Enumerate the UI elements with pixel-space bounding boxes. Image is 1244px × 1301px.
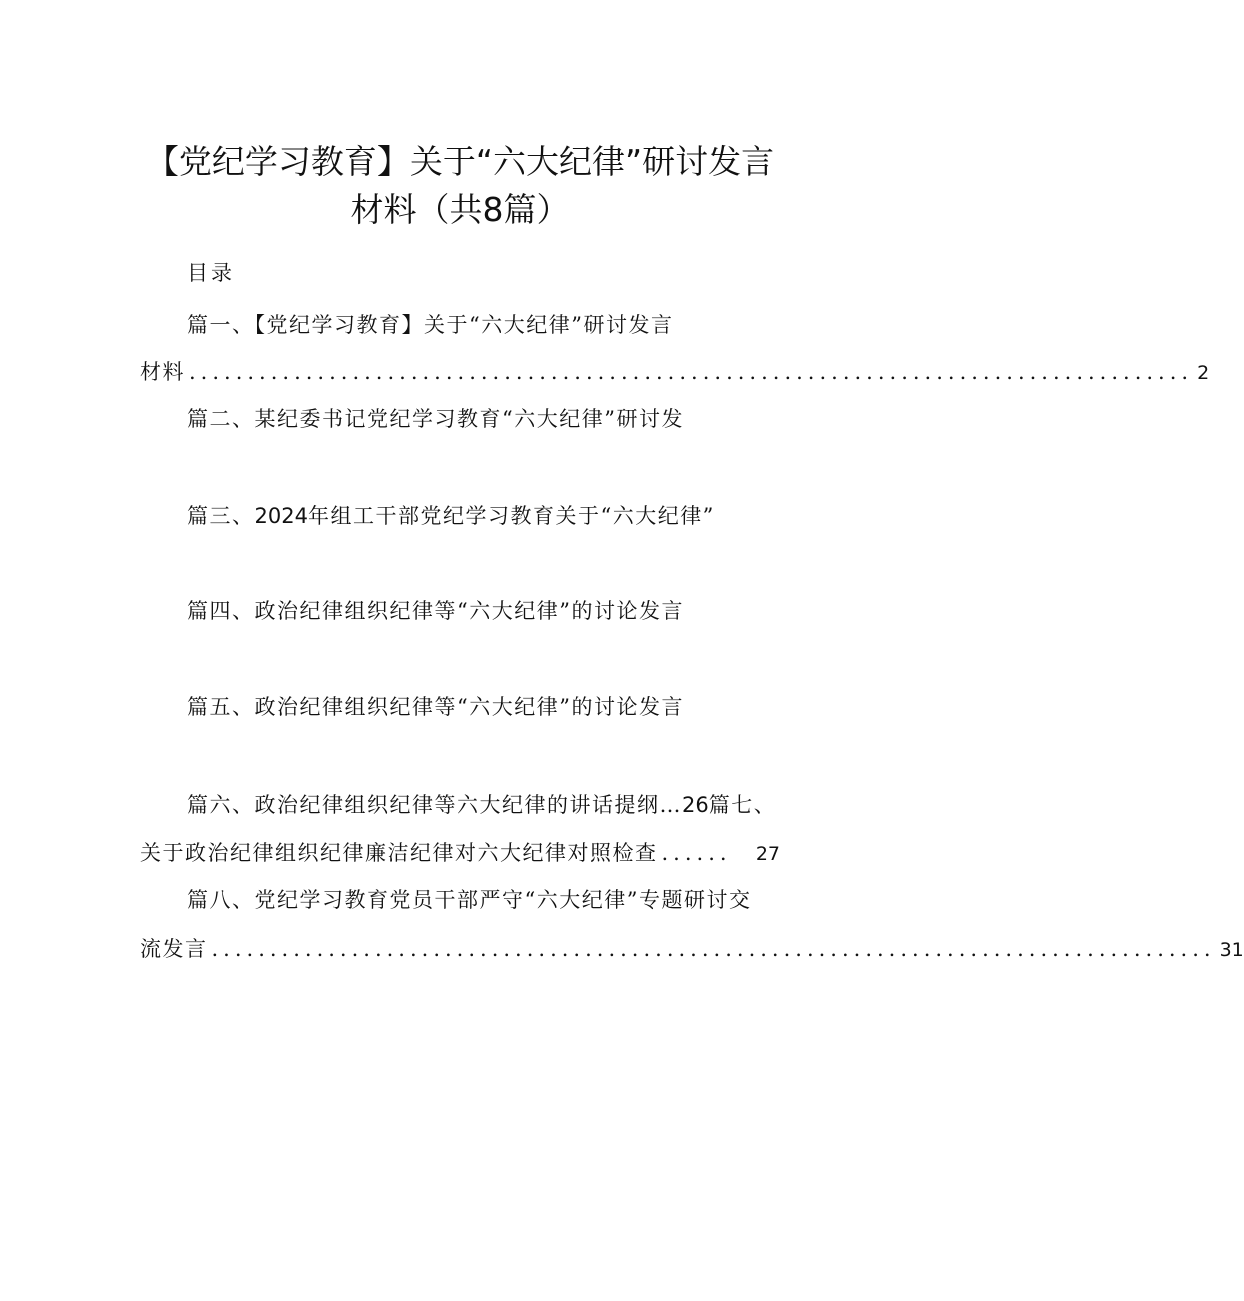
toc-entry-3[interactable] bbox=[187, 502, 715, 530]
toc-entry-8-line-2[interactable] bbox=[140, 935, 1244, 964]
document-title-line-2: 材料（共8篇） bbox=[350, 190, 570, 229]
toc-entry-8-leader: ...................................................................................... bbox=[211, 937, 1216, 961]
toc-entry-3-rest: 年组工干部党纪学习教育关于“六大纪律” bbox=[307, 504, 715, 528]
toc-entry-6-page: 26 bbox=[682, 793, 709, 817]
toc-entry-6-text: 篇六、政治纪律组织纪律等六大纪律的讲话提纲… bbox=[187, 793, 682, 817]
toc-entry-1-page: 2 bbox=[1197, 362, 1210, 384]
toc-entry-8-line-1[interactable]: 篇八、党纪学习教育党员干部严守“六大纪律”专题研讨交 bbox=[187, 888, 752, 912]
toc-entry-1-line-2[interactable] bbox=[140, 358, 1210, 387]
toc-entry-7-leader: ...... bbox=[661, 841, 732, 865]
toc-entry-7-text: 关于政治纪律组织纪律廉洁纪律对六大纪律对照检查 bbox=[140, 841, 658, 865]
toc-entry-8-page: 31 bbox=[1219, 939, 1244, 961]
toc-entry-1-text: 材料 bbox=[140, 360, 185, 384]
toc-entry-8-text: 流发言 bbox=[140, 937, 208, 961]
toc-entry-5[interactable]: 篇五、政治纪律组织纪律等“六大纪律”的讨论发言 bbox=[187, 695, 684, 719]
toc-label: 目录 bbox=[187, 261, 235, 285]
toc-entry-1-line-1[interactable]: 篇一、【党纪学习教育】关于“六大纪律”研讨发言 bbox=[187, 313, 674, 337]
toc-entry-4[interactable]: 篇四、政治纪律组织纪律等“六大纪律”的讨论发言 bbox=[187, 599, 684, 623]
toc-entry-7-page: 27 bbox=[755, 843, 780, 865]
toc-entry-7-line-2[interactable] bbox=[140, 839, 780, 868]
toc-entry-7-head[interactable]: 篇七、 bbox=[708, 793, 777, 817]
toc-entry-6[interactable] bbox=[187, 791, 776, 819]
toc-entry-2[interactable]: 篇二、某纪委书记党纪学习教育“六大纪律”研讨发 bbox=[187, 407, 684, 431]
toc-entry-1-leader: ...................................................................................... bbox=[189, 360, 1194, 384]
document-title-line-1: 【党纪学习教育】关于“六大纪律”研讨发言 bbox=[145, 142, 775, 181]
toc-entry-3-year: 2024 bbox=[254, 504, 308, 528]
toc-entry-3-prefix: 篇三、 bbox=[187, 504, 255, 528]
